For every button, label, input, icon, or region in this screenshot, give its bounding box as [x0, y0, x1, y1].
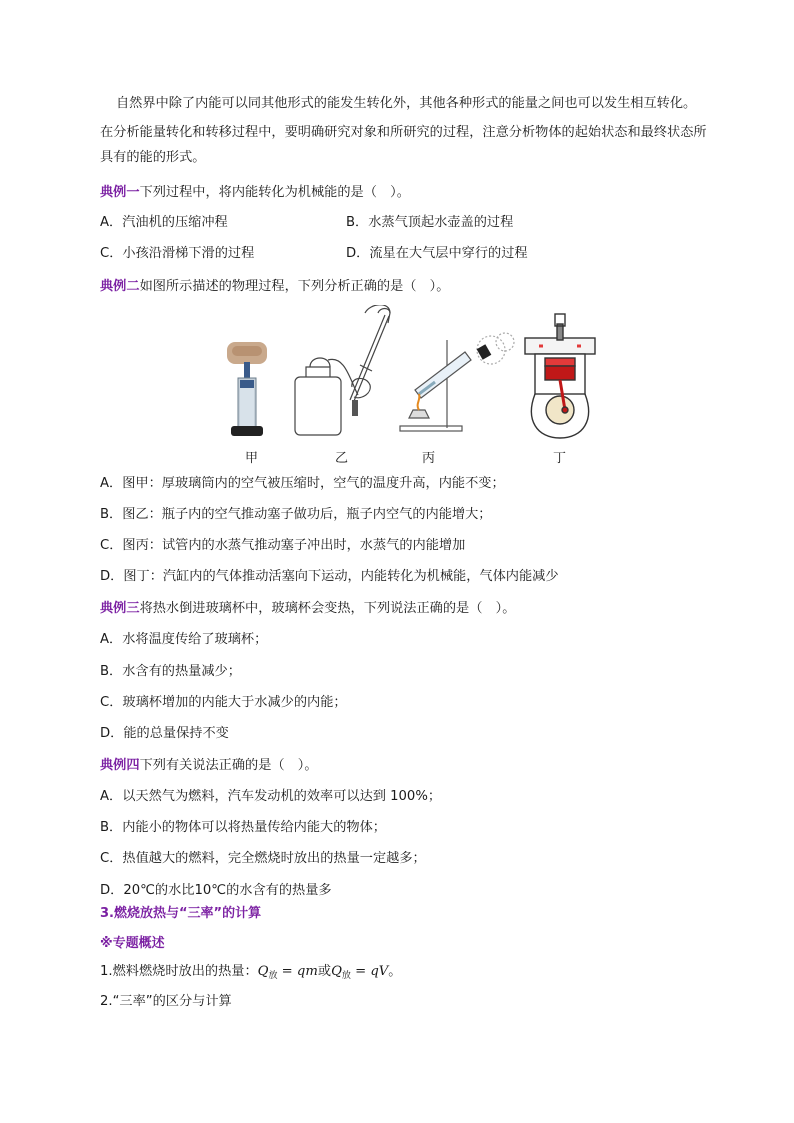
formula-or: 或	[317, 964, 332, 979]
example2-question	[100, 277, 449, 297]
intro-line-1: 自然界中除了内能可以同其他形式的能发生转化外，其他各种形式的能量之间也可以发生相互转化。	[116, 96, 697, 111]
formula-a-rhs: = qm	[277, 964, 318, 979]
formula-a-q: Q	[257, 964, 269, 979]
formula-q-mass	[258, 964, 318, 979]
example3-option-d: D．能的总量保持不变	[100, 726, 229, 741]
example3-text: 将热水倒进玻璃杯中，玻璃杯会变热，下列说法正确的是（ ）。	[139, 601, 516, 616]
intro-line-2: 在分析能量转化和转移过程中，要明确研究对象和所研究的过程，注意分析物体的起始状态和最终状态所	[100, 125, 707, 140]
example1-option-a: A．汽油机的压缩冲程	[100, 215, 228, 230]
item1-prefix: 1.燃料燃烧时放出的热量：	[100, 964, 258, 979]
example1-question	[100, 183, 410, 203]
formula-q-volume	[331, 964, 388, 979]
example2-option-b: B．图乙：瓶子内的空气推动塞子做功后，瓶子内空气的内能增大；	[100, 507, 492, 522]
example4-option-a: A．以天然气为燃料，汽车发动机的效率可以达到 100%；	[100, 789, 442, 804]
example3-question	[100, 599, 515, 619]
example2-tag: 典例二	[100, 279, 140, 294]
example2-option-d: D．图丁：汽缸内的气体推动活塞向下运动，内能转化为机械能，气体内能减少	[100, 569, 559, 584]
figure-label-yi: 乙	[335, 451, 349, 466]
formula-a-sub: 放	[268, 971, 278, 981]
figure-bing-image	[395, 330, 520, 435]
example2-option-c: C．图丙：试管内的水蒸气推动塞子冲出时，水蒸气的内能增加	[100, 538, 466, 553]
figure-label-bing: 丙	[422, 451, 436, 466]
item1-suffix: 。	[388, 964, 402, 979]
figure-label-jia: 甲	[245, 451, 259, 466]
example4-tag: 典例四	[100, 758, 140, 773]
example1-text: 下列过程中，将内能转化为机械能的是（ ）。	[139, 185, 410, 200]
example3-option-b: B．水含有的热量减少；	[100, 664, 241, 679]
example4-text: 下列有关说法正确的是（ ）。	[139, 758, 318, 773]
figure-jia-image	[222, 340, 272, 440]
figure-label-ding: 丁	[553, 451, 567, 466]
example4-question	[100, 756, 318, 776]
section3-item1	[100, 962, 401, 986]
example3-option-c: C．玻璃杯增加的内能大于水减少的内能；	[100, 695, 347, 710]
figure-yi-image	[290, 305, 400, 440]
example4-option-d: D．20℃的水比10℃的水含有的热量多	[100, 883, 332, 898]
example3-option-a: A．水将温度传给了玻璃杯；	[100, 632, 268, 647]
formula-b-sub: 放	[341, 971, 351, 981]
section3-item2: 2.“三率”的区分与计算	[100, 994, 232, 1009]
example3-tag: 典例三	[100, 601, 140, 616]
formula-b-q: Q	[331, 964, 342, 979]
example1-option-b: B．水蒸气顶起水壶盖的过程	[346, 215, 514, 230]
section3-heading: 3.燃烧放热与“三率”的计算	[100, 906, 262, 921]
intro-line-3: 具有的能的形式。	[100, 150, 206, 165]
formula-b-rhs: = qV	[350, 964, 389, 979]
example4-option-c: C．热值越大的燃料，完全燃烧时放出的热量一定越多；	[100, 851, 426, 866]
example1-option-d: D．流星在大气层中穿行的过程	[346, 246, 528, 261]
example2-text: 如图所示描述的物理过程，下列分析正确的是（ ）。	[139, 279, 450, 294]
figure-ding-image	[517, 310, 603, 440]
example4-option-b: B．内能小的物体可以将热量传给内能大的物体；	[100, 820, 386, 835]
example1-option-c: C．小孩沿滑梯下滑的过程	[100, 246, 255, 261]
example1-tag: 典例一	[100, 185, 140, 200]
example2-option-a: A．图甲：厚玻璃筒内的空气被压缩时，空气的温度升高，内能不变；	[100, 476, 505, 491]
section3-overview: ※专题概述	[100, 936, 165, 951]
